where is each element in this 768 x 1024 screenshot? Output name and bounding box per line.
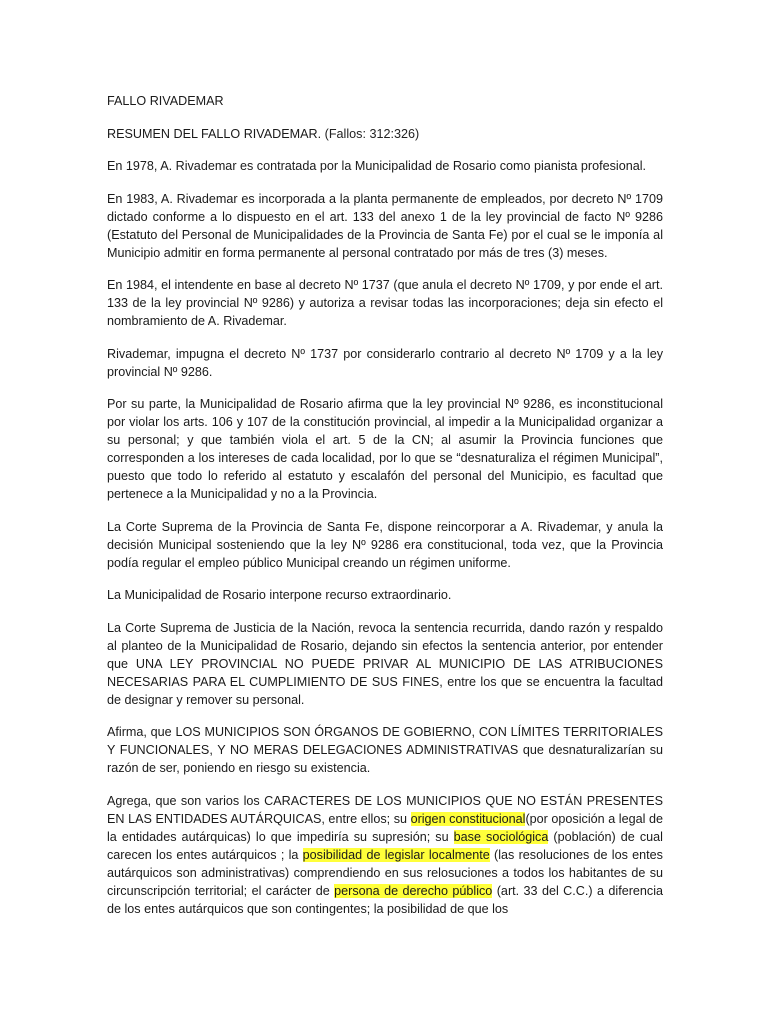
agrega-text-3: (población) de cual carecen los entes autárquicos ; la (107, 829, 663, 862)
highlight-persona-derecho-publico: persona de derecho público (334, 883, 493, 898)
agrega-text-1: Agrega, que son varios los CARACTERES DE LOS MUNICIPIOS QUE NO ESTÁN PRESENTES EN LAS ENTIDADES AUTÁRQUICAS, entre ellos; su (107, 793, 663, 826)
paragraph-corte-nacion: La Corte Suprema de Justicia de la Nación, revoca la sentencia recurrida, dando razón y respaldo al planteo de la Municipalidad de Rosario, dejando sin efectos la sentencia anterior, por entender que UNA LEY PROVINCIAL NO PUEDE PRIVAR AL MUNICIPIO DE LAS ATRIBUCIONES NECESARIAS PARA EL CUMPLIMIENTO DE SUS FINES, entre los que se encuentra la facultad de designar y remover su personal. (107, 620, 663, 707)
paragraph-corte-provincial: La Corte Suprema de la Provincia de Santa Fe, dispone reincorporar a A. Rivademar, y anula la decisión Municipal sosteniendo que la ley Nº 9286 era constitucional, toda vez, que la Provincia podía regular el empleo público Municipal creando un régimen uniforme. (107, 519, 663, 570)
paragraph-afirma: Afirma, que LOS MUNICIPIOS SON ÓRGANOS DE GOBIERNO, CON LÍMITES TERRITORIALES Y FUNCIONALES, Y NO MERAS DELEGACIONES ADMINISTRATIVAS que desnaturalizarían su razón de ser, poniendo en riesgo su existencia. (107, 725, 663, 775)
agrega-text-5: (art. 33 del C.C.) a diferencia de los entes autárquicos que son contingentes; la posibilidad de que los (107, 883, 663, 916)
document-subtitle (107, 125, 663, 143)
paragraph-1983: En 1983, A. Rivademar es incorporada a la planta permanente de empleados, por decreto Nº 1709 dictado conforme a lo dispuesto en el art. 133 del anexo 1 de la ley provincial de facto Nº 9286 (Estatuto del Personal de Municipalidades de la Provincia de Santa Fe) por el cual se le imponía al Municipio admitir en forma permanente al personal contratado por más de tres (3) meses. (107, 191, 663, 260)
agrega-text-4: (las resoluciones de los entes autárquicos son administrativas) comprendiendo en sus relosuciones a todos los habitantes de su circunscripción territorial; el carácter de (107, 847, 663, 898)
paragraph-1978: En 1978, A. Rivademar es contratada por la Municipalidad de Rosario como pianista profesional. (107, 159, 647, 173)
paragraph-impugnacion: Rivademar, impugna el decreto Nº 1737 por considerarlo contrario al decreto Nº 1709 y a la ley provincial Nº 9286. (107, 346, 663, 379)
agrega-text-2: (por oposición a legal de la entidades autárquicas) lo que impediría su supresión; su (107, 811, 663, 844)
paragraph-agrega (107, 792, 663, 918)
fallos-reference: (Fallos: 312:326) (321, 126, 420, 141)
subtitle-main: RESUMEN DEL FALLO RIVADEMAR. (107, 126, 322, 141)
document-page (107, 92, 663, 932)
highlight-posibilidad-legislar: posibilidad de legislar localmente (302, 847, 490, 862)
paragraph-recurso: La Municipalidad de Rosario interpone recurso extraordinario. (107, 588, 452, 602)
document-title: FALLO RIVADEMAR (107, 94, 224, 108)
paragraph-1984: En 1984, el intendente en base al decreto Nº 1737 (que anula el decreto Nº 1709, y por ende el art. 133 de la ley provincial Nº 9286) y autoriza a revisar todas las incorporaciones; deja sin efecto el nombramiento de A. Rivademar. (107, 278, 663, 328)
highlight-base-sociologica: base sociológica (453, 829, 549, 844)
highlight-origen-constitucional: origen constitucional (410, 811, 526, 826)
paragraph-municipalidad: Por su parte, la Municipalidad de Rosario afirma que la ley provincial Nº 9286, es inconstitucional por violar los arts. 106 y 107 de la constitución provincial, al impedir a la Municipalidad organizar a su personal; y que también viola el art. 5 de la CN; al asumir la Provincia funciones que corresponden a los intereses de cada localidad, por lo que se “desnaturaliza el régimen Municipal”, puesto que todo lo referido al estatuto y escalafón del personal del Municipio, es facultad que pertenece a la Municipalidad y no a la Provincia. (107, 397, 663, 501)
